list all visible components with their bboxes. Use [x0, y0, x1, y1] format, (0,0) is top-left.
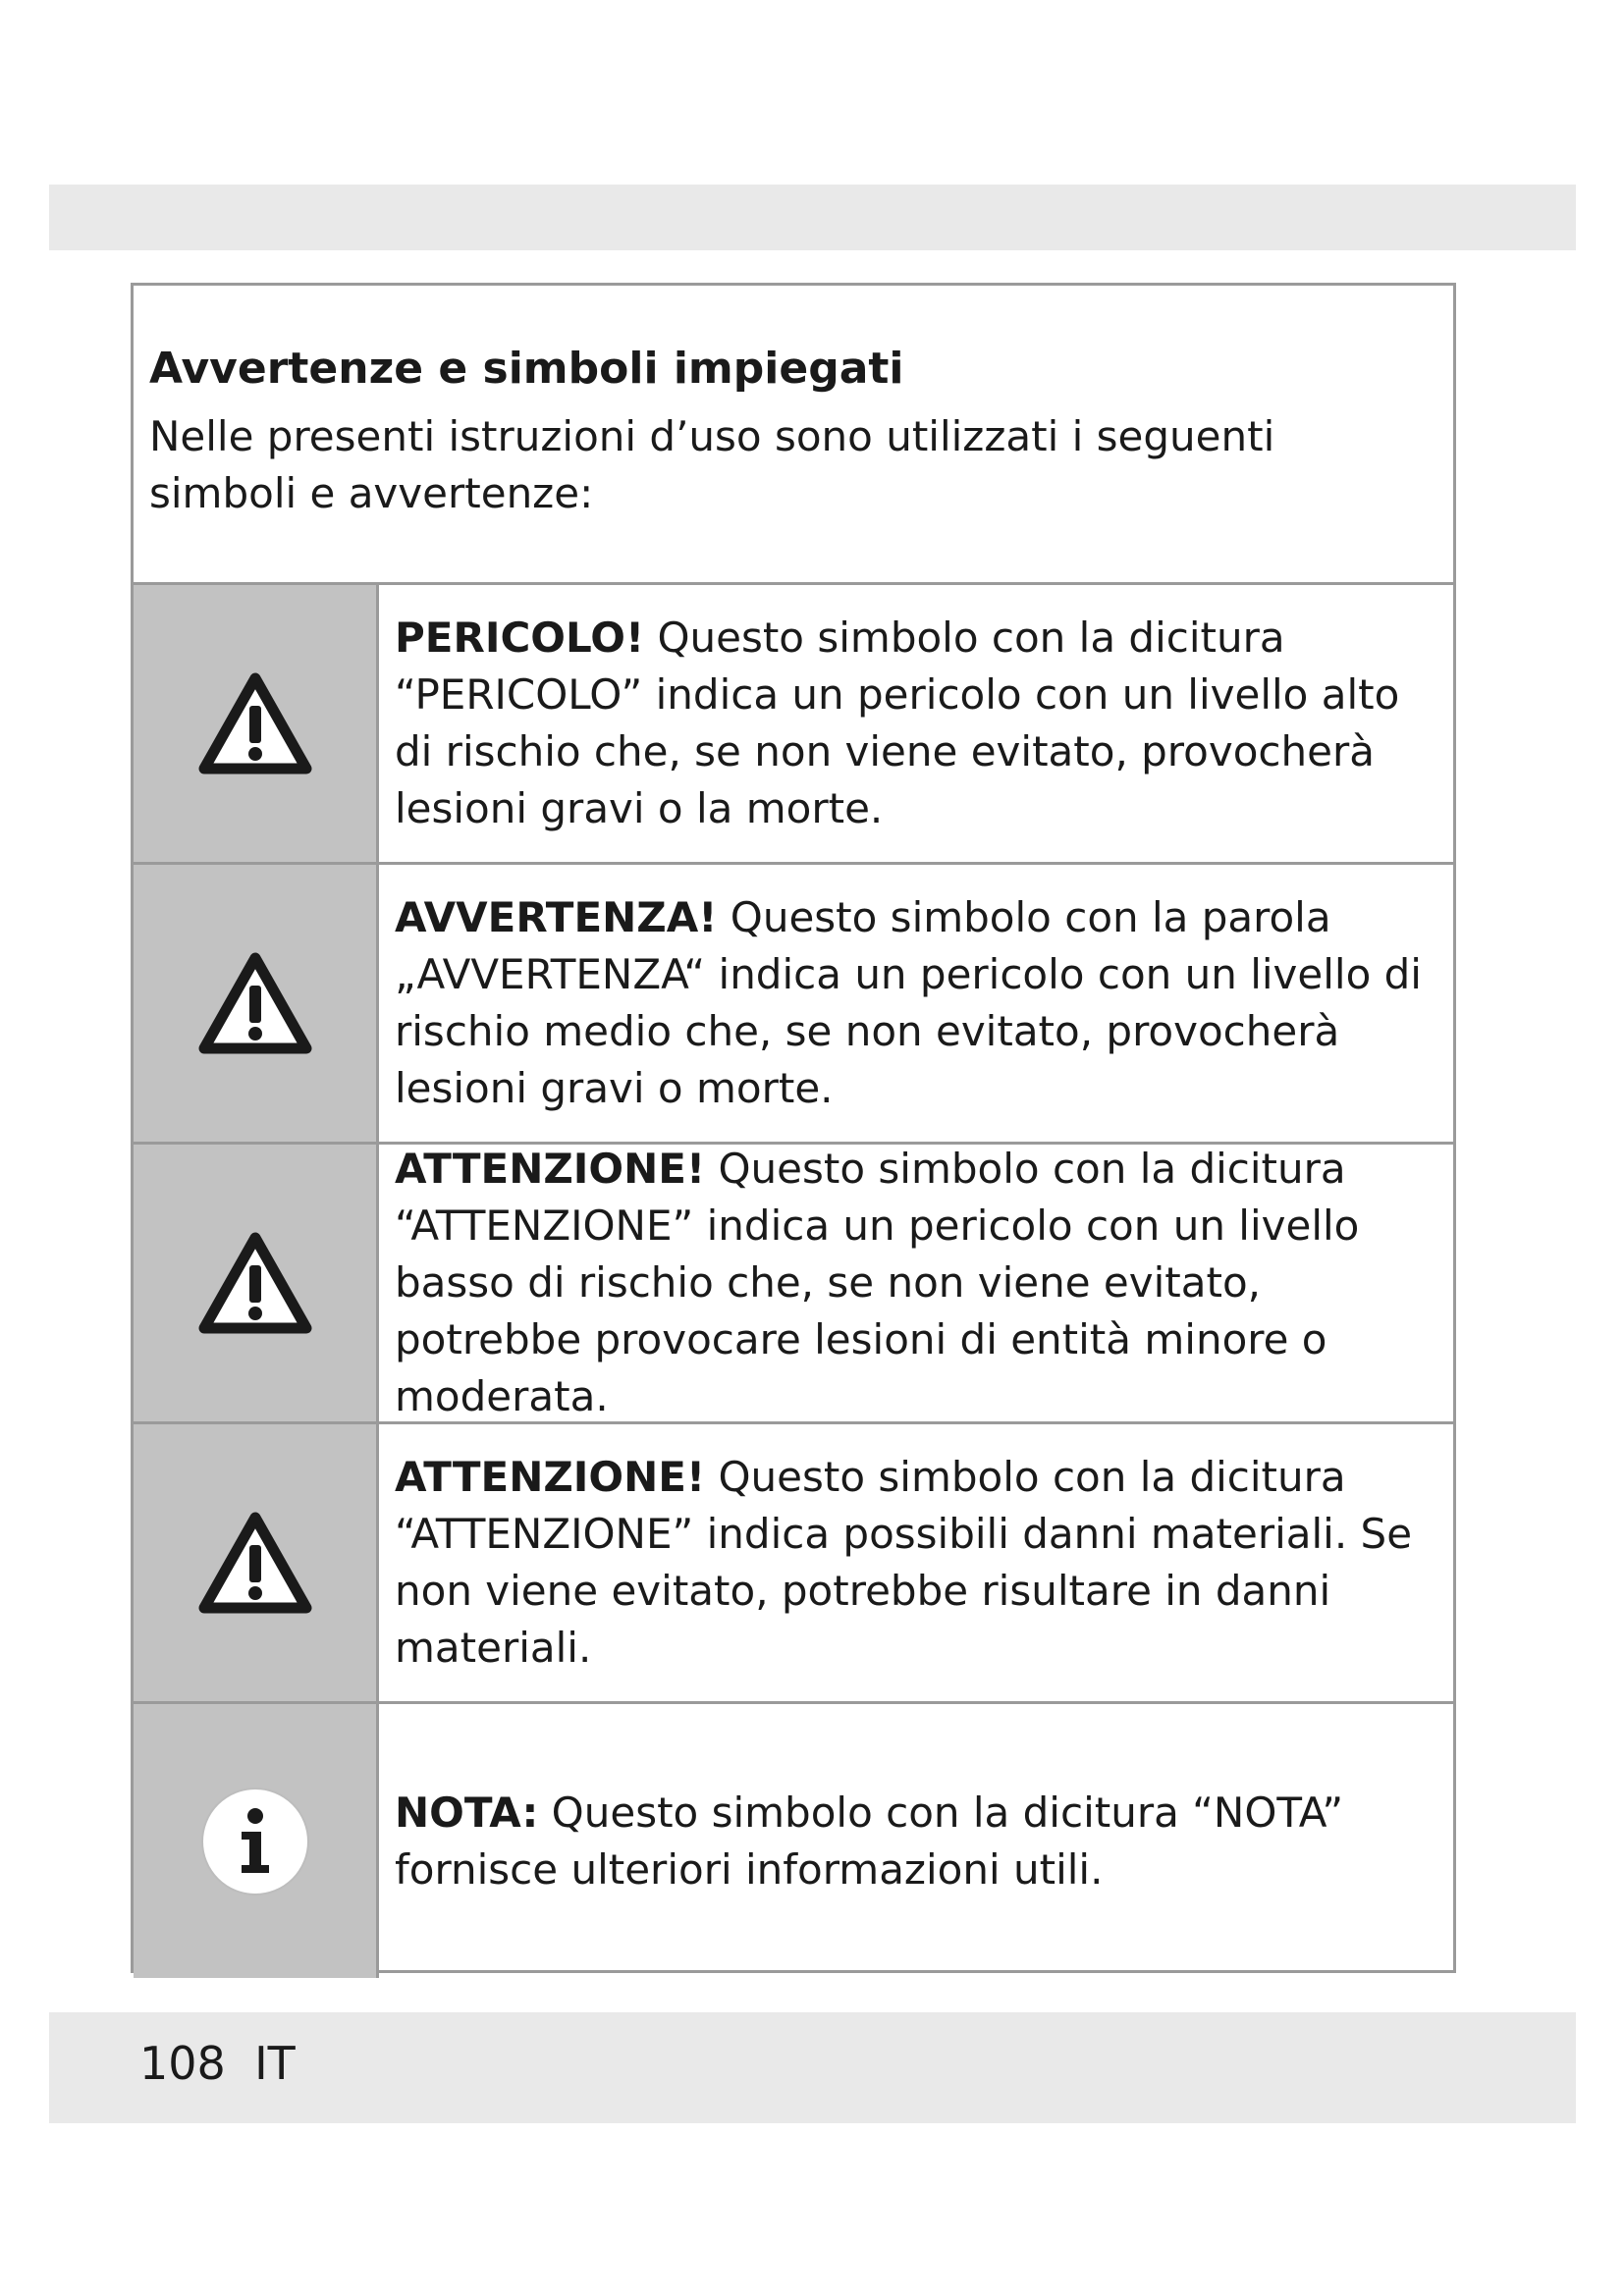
warning-triangle-icon [196, 950, 314, 1056]
symbol-row-pericolo [134, 585, 1453, 865]
warnings-table [131, 283, 1456, 1973]
warning-triangle-icon [196, 670, 314, 776]
page-number: 108 [139, 2037, 226, 2090]
row-text [379, 865, 1453, 1142]
header-band [49, 185, 1576, 250]
language-code: IT [254, 2037, 296, 2090]
symbol-row-attenzione-1 [134, 1145, 1453, 1424]
signal-word: NOTA: [395, 1788, 539, 1837]
symbol-row-avvertenza [134, 865, 1453, 1145]
symbol-row-attenzione-2 [134, 1424, 1453, 1704]
row-text [379, 585, 1453, 862]
info-icon [198, 1785, 312, 1898]
page-footer [139, 2034, 296, 2093]
row-description: Questo simbolo con la dicitura “ATTENZIONE” indica un pericolo con un livello basso di rischio che, se non viene evitato, potrebbe provocare lesioni di entità minore o moderata. [395, 1145, 1360, 1420]
warning-triangle-icon [196, 1510, 314, 1616]
symbol-rows [134, 582, 1453, 1978]
signal-word: PERICOLO! [395, 614, 645, 662]
icon-cell [134, 1145, 379, 1421]
section-intro-text: Nelle presenti istruzioni d’uso sono utilizzati i seguenti simboli e avvertenze: [149, 412, 1275, 517]
row-description: Questo simbolo con la dicitura “NOTA” fornisce ulteriori informazioni utili. [395, 1788, 1344, 1894]
symbol-row-nota [134, 1704, 1453, 1978]
row-description: Questo simbolo con la dicitura “PERICOLO” indica un pericolo con un livello alto di rischio che, se non viene evitato, provocherà lesioni gravi o la morte. [395, 614, 1400, 832]
signal-word: ATTENZIONE! [395, 1145, 706, 1193]
icon-cell [134, 865, 379, 1142]
row-description: Questo simbolo con la parola „AVVERTENZA“ indica un pericolo con un livello di rischio medio che, se non evitato, provocherà lesioni gravi o morte. [395, 893, 1422, 1112]
signal-word: AVVERTENZA! [395, 893, 718, 941]
section-title: Avvertenze e simboli impiegati [149, 344, 904, 394]
row-text [379, 1704, 1453, 1978]
icon-cell [134, 1424, 379, 1701]
row-text [379, 1145, 1453, 1421]
icon-cell [134, 1704, 379, 1978]
icon-cell [134, 585, 379, 862]
warning-triangle-icon [196, 1230, 314, 1336]
row-description: Questo simbolo con la dicitura “ATTENZIONE” indica possibili danni materiali. Se non viene evitato, potrebbe risultare in danni materiali. [395, 1453, 1413, 1672]
row-text [379, 1424, 1453, 1701]
intro-section [149, 340, 1426, 522]
signal-word: ATTENZIONE! [395, 1453, 706, 1501]
